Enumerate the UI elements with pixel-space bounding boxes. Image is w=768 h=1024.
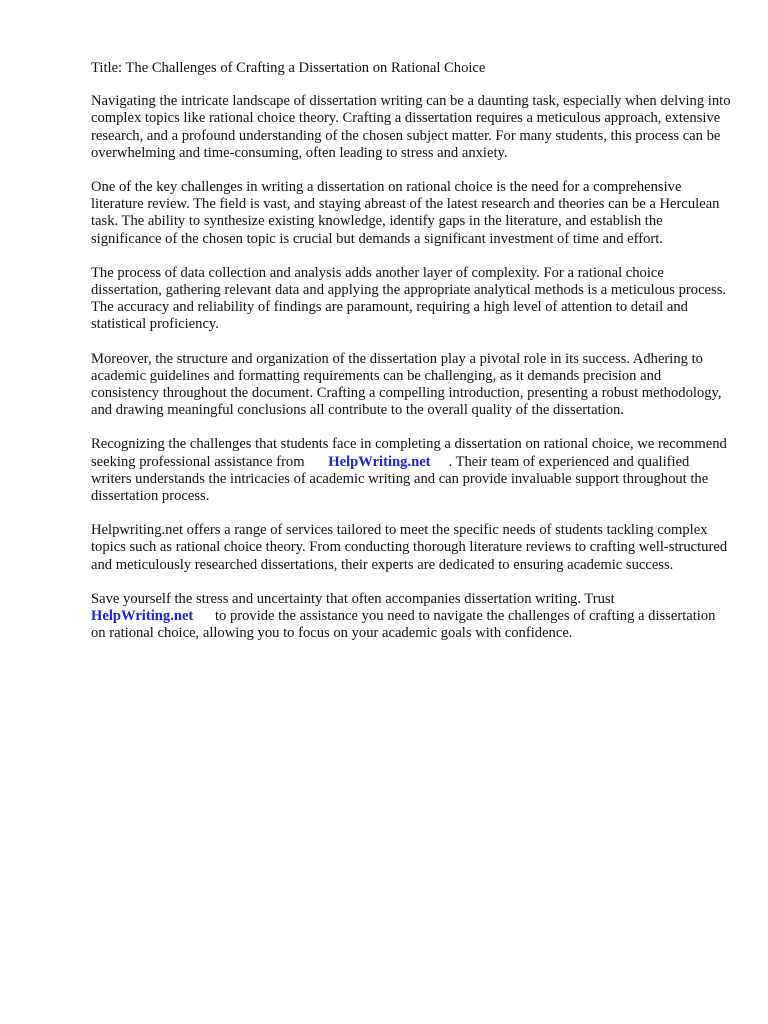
paragraph-structure: Moreover, the structure and organization of the dissertation play a pivotal role in its success. Adhering to academic guidelines and formatting requirements can be challenging, as it demands precision and consistency throughout the document. Crafting a compelling introduction, presenting a robust methodology, and drawing meaningful conclusions all contribute to the overall quality of the dissertation. (91, 350, 722, 419)
helpwriting-link-closing[interactable]: HelpWriting.net (91, 608, 194, 625)
paragraph-data-collection: The process of data collection and analysis adds another layer of complexity. For a rational choice dissertation, gathering relevant data and applying the appropriate analytical methods is a meticulous process. The accuracy and reliability of findings are paramount, requiring a high level of attention to detail and statistical proficiency. (91, 264, 727, 333)
paragraph-recommendation-text-before: Recognizing the challenges that students face in completing a dissertation on rational choice, we recommend seeking professional assistance from (91, 436, 727, 470)
paragraph-recommendation-text-after: . Their team of experienced and qualified writers understands the intricacies of academic writing and can provide invaluable support throughout the dissertation process. (91, 453, 709, 505)
paragraph-closing-text-before: Save yourself the stress and uncertainty that often accompanies dissertation writing. Trust (91, 590, 615, 607)
paragraph-closing (91, 591, 731, 643)
paragraph-intro: Navigating the intricate landscape of dissertation writing can be a daunting task, especially when delving into complex topics like rational choice theory. Crafting a dissertation requires a meticulous approach, extensive research, and a profound understanding of the chosen subject matter. For many students, this process can be overwhelming and time-consuming, often leading to stress and anxiety. (91, 93, 731, 161)
paragraph-services: Helpwriting.net offers a range of services tailored to meet the specific needs of students tackling complex topics such as rational choice theory. From conducting thorough literature reviews to crafting well-structured and meticulously researched dissertations, their experts are dedicated to ensuring academic success. (91, 522, 728, 573)
paragraph-closing-text-after: to provide the assistance you need to navigate the challenges of crafting a dissertation on rational choice, allowing you to focus on your academic goals with confidence. (91, 608, 716, 642)
document-title: Title: The Challenges of Crafting a Dissertation on Rational Choice (91, 60, 486, 76)
helpwriting-link[interactable]: HelpWriting.net (328, 453, 431, 470)
paragraph-recommendation (91, 436, 731, 505)
paragraph-literature-review: One of the key challenges in writing a dissertation on rational choice is the need for a comprehensive literature review. The field is vast, and staying abreast of the latest research and theories can be a Herculean task. The ability to synthesize existing knowledge, identify gaps in the literature, and establish the significance of the chosen topic is crucial but demands a significant investment of time and effort. (91, 179, 720, 247)
document-page (91, 60, 731, 659)
